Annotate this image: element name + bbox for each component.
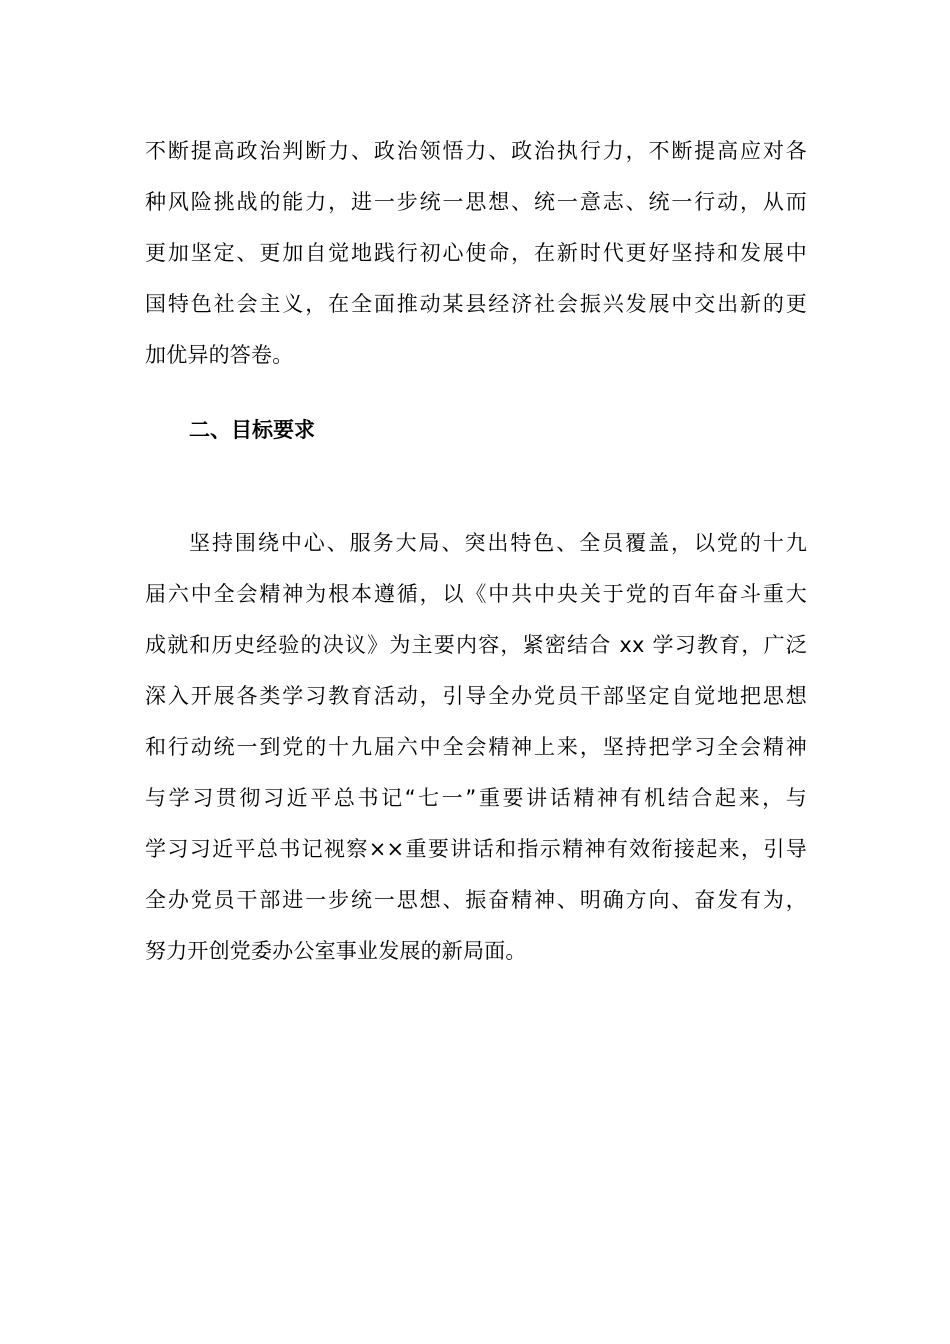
section-heading: 二、目标要求 [189,418,315,442]
text-line: 深入开展各类学习教育活动，引导全办党员干部坚定自觉地把思想 [145,684,807,708]
paragraph-intro [145,126,807,381]
paragraph-goals [145,518,807,977]
text-line: 成就和历史经验的决议》为主要内容，紧密结合 xx 学习教育，广泛 [145,633,807,657]
text-line: 种风险挑战的能力，进一步统一思想、统一意志、统一行动，从而 [145,190,807,214]
text-line: 国特色社会主义，在全面推动某县经济社会振兴发展中交出新的更 [145,292,807,316]
text-line: 更加坚定、更加自觉地践行初心使命，在新时代更好坚持和发展中 [145,241,807,265]
text-line: 学习习近平总书记视察××重要讲话和指示精神有效衔接起来，引导 [145,837,807,861]
text-line: 加优异的答卷。 [145,343,294,367]
text-line: 和行动统一到党的十九届六中全会精神上来，坚持把学习全会精神 [145,735,807,759]
text-line: 不断提高政治判断力、政治领悟力、政治执行力，不断提高应对各 [145,139,807,163]
text-line: 努力开创党委办公室事业发展的新局面。 [145,939,527,963]
text-line: 届六中全会精神为根本遵循，以《中共中央关于党的百年奋斗重大 [145,582,807,606]
text-line: 与学习贯彻习近平总书记“七一”重要讲话精神有机结合起来，与 [145,786,807,810]
text-line: 坚持围绕中心、服务大局、突出特色、全员覆盖，以党的十九 [189,531,807,555]
text-line: 全办党员干部进一步统一思想、振奋精神、明确方向、奋发有为， [145,888,807,912]
